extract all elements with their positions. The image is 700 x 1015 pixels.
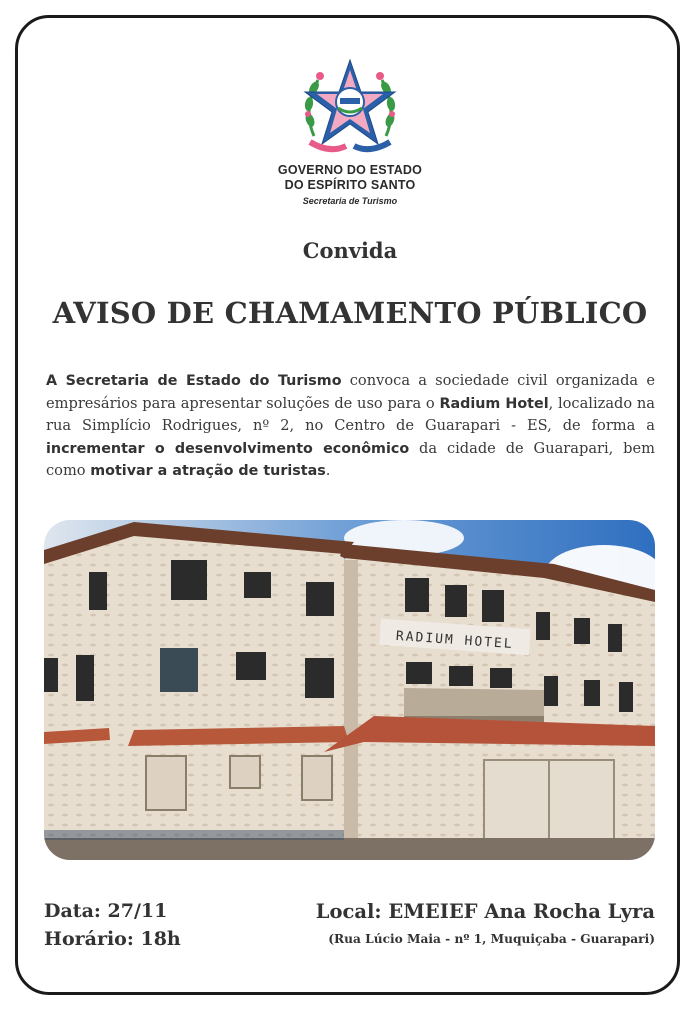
body-bold-hotel: Radium Hotel (439, 395, 549, 412)
coat-of-arms-logo (300, 58, 400, 158)
body-text-3: da cidade de Guarapari, bem como (46, 439, 655, 479)
event-address: (Rua Lúcio Maia - nº 1, Muquiçaba - Guarapari) (328, 932, 655, 946)
body-text-4: . (325, 462, 331, 479)
government-name-line-2: DO ESPÍRITO SANTO (284, 178, 416, 192)
body-text-2: , localizado na rua Simplício Rodrigues, nº 2, no Centro de Guarapari - ES, de forma a (46, 394, 655, 434)
body-bold-tourism: motivar a atração de turistas (90, 463, 326, 479)
radium-hotel-photo (44, 520, 655, 860)
body-text-1: convoca a sociedade civil organizada e empresários para apresentar soluções de uso para o (46, 372, 655, 412)
event-date: Data: 27/11 (44, 900, 168, 922)
event-time: Horário: 18h (44, 928, 181, 950)
event-location: Local: EMEIEF Ana Rocha Lyra (315, 900, 655, 923)
secretariat-label: Secretaria de Turismo (302, 196, 398, 206)
notice-body (46, 370, 655, 483)
invitation-heading: Convida (302, 238, 398, 263)
body-bold-development: incrementar o desenvolvimento econômico (46, 440, 410, 457)
government-name-line-1: GOVERNO DO ESTADO (277, 163, 423, 177)
notice-title: AVISO DE CHAMAMENTO PÚBLICO (52, 296, 648, 330)
hotel-sign-text: RADIUM HOTEL (395, 628, 515, 653)
body-bold-secretariat: A Secretaria de Estado do Turismo (46, 373, 342, 389)
